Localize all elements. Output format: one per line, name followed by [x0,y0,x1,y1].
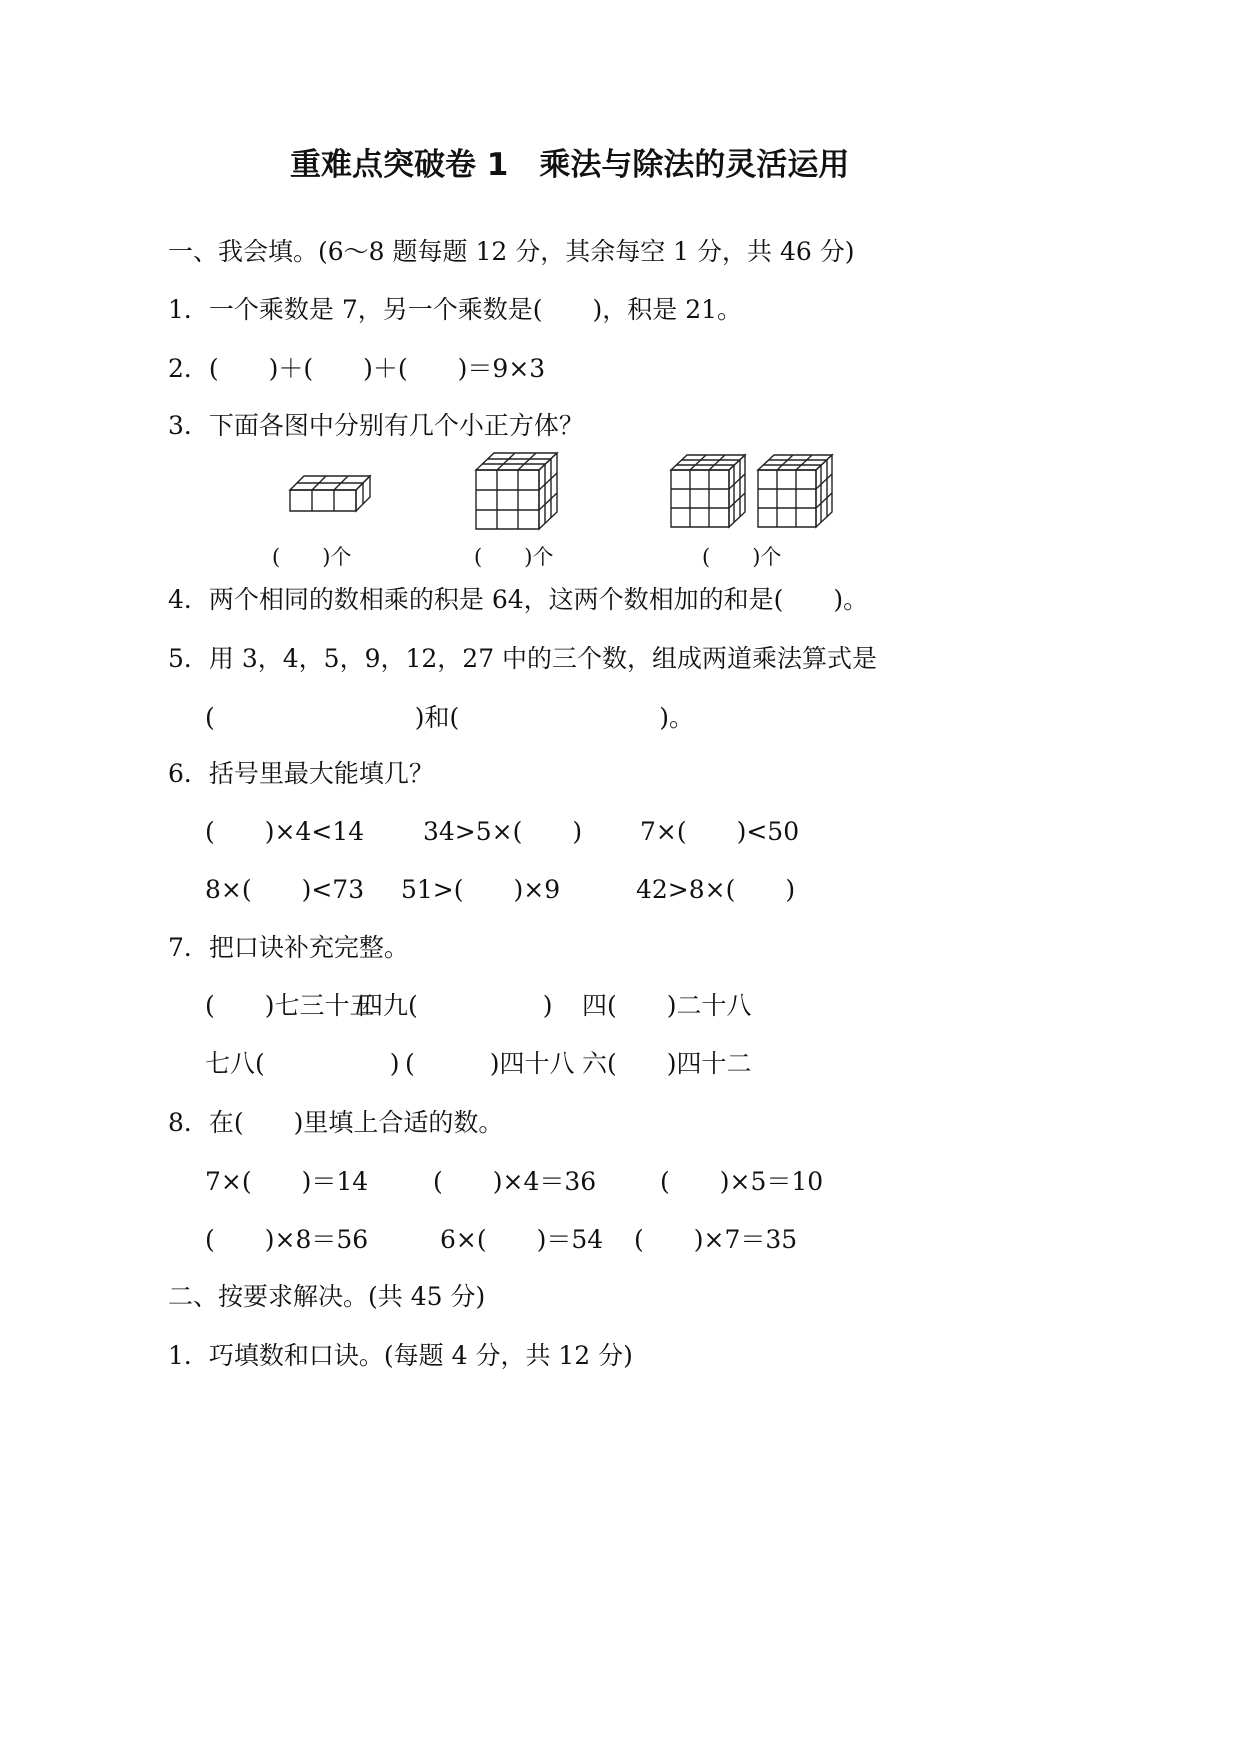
q6-item: 51>( )×9 [401,875,561,904]
q7-item: 六( )四十二 [582,1049,752,1078]
question-1: 1．一个乘数是 7，另一个乘数是( )，积是 21。 [168,295,743,324]
q7-item: 七八( ) [205,1049,400,1078]
cube-figure-1 [288,466,374,526]
q8-item: ( )×7＝35 [634,1225,798,1254]
question-8: 8．在( )里填上合适的数。 [168,1108,504,1137]
q7-item: ( )七三十五 [205,991,375,1020]
cube-figure-3b [756,452,836,530]
q6-item: 34>5×( ) [423,817,583,846]
question-6: 6．括号里最大能填几？ [168,759,434,788]
cube-figure-3a [669,452,749,530]
q8-item: ( )×4＝36 [433,1167,597,1196]
question-4: 4．两个相同的数相乘的积是 64，这两个数相加的和是( )。 [168,585,869,614]
q7-item: ( )四十八 [405,1049,575,1078]
q8-item: 7×( )＝14 [205,1167,369,1196]
question-7: 7．把口诀补充完整。 [168,933,409,962]
cube-figure-2 [474,450,564,534]
question-5-line-2: ( )和( )。 [205,703,695,732]
q3-answer-2: ( )个 [474,545,554,569]
q8-item: ( )×8＝56 [205,1225,369,1254]
q7-item: 四九( ) [358,991,553,1020]
q8-item: ( )×5＝10 [660,1167,824,1196]
q7-item: 四( )二十八 [582,991,752,1020]
q3-answer-3: ( )个 [702,545,782,569]
question-5-line-1: 5．用 3，4，5，9，12，27 中的三个数，组成两道乘法算式是 [168,644,878,673]
q6-item: 8×( )<73 [205,875,365,904]
q6-item: 7×( )<50 [640,817,800,846]
q6-item: 42>8×( ) [636,875,796,904]
section-2-heading: 二、按要求解决。(共 45 分) [168,1282,486,1311]
question-3: 3．下面各图中分别有几个小正方体？ [168,411,584,440]
page-title: 重难点突破卷 1 乘法与除法的灵活运用 [290,147,850,183]
q8-item: 6×( )＝54 [440,1225,604,1254]
section-2-question-1: 1．巧填数和口诀。(每题 4 分，共 12 分) [168,1341,633,1370]
q3-answer-1: ( )个 [272,545,352,569]
q6-item: ( )×4<14 [205,817,365,846]
question-2: 2．( )＋( )＋( )＝9×3 [168,354,546,383]
section-1-heading: 一、我会填。(6～8 题每题 12 分，其余每空 1 分，共 46 分) [168,237,855,266]
